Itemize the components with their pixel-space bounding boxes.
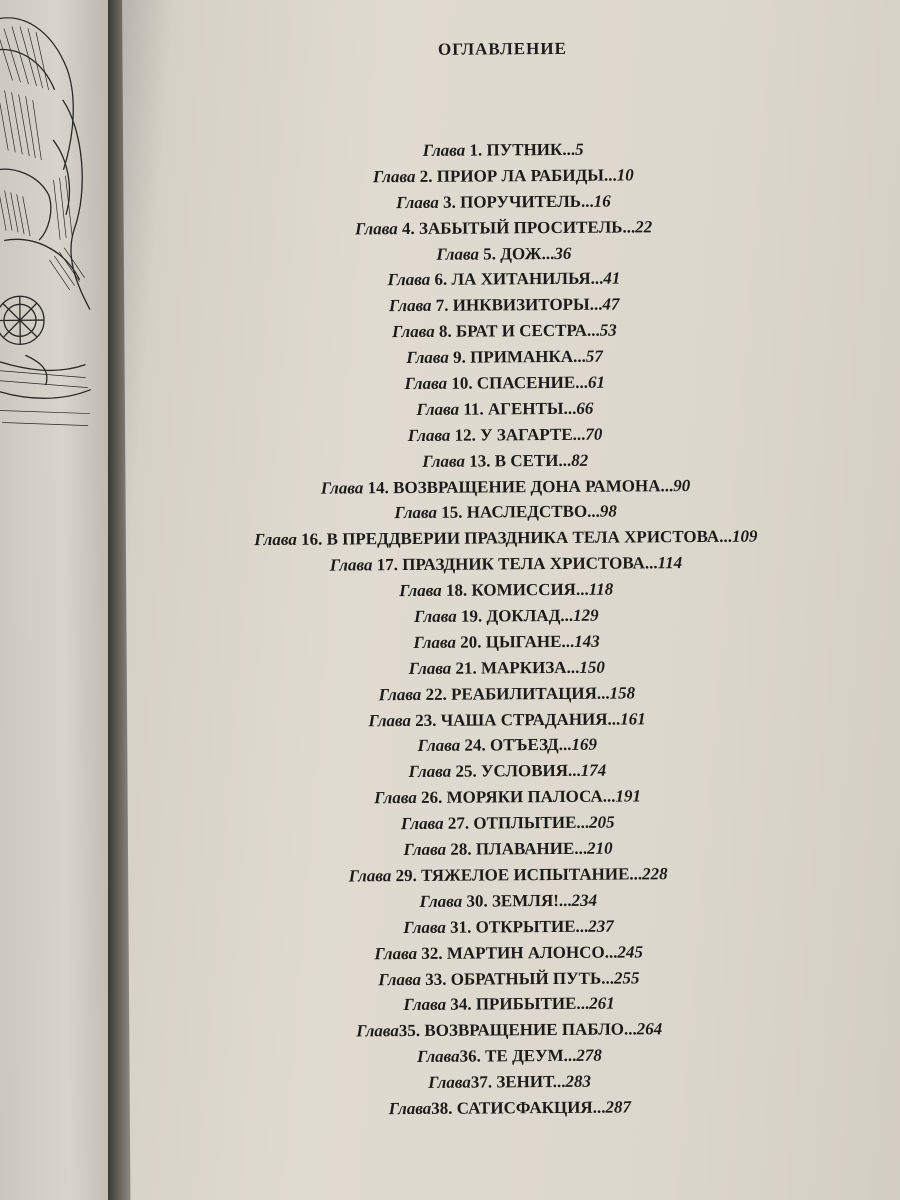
chapter-page-number: 150 [579,657,605,677]
chapter-word: Глава [374,943,418,963]
toc-entry [130,1093,890,1124]
chapter-word: Глава [416,399,460,419]
chapter-number: 27. [443,813,470,833]
chapter-page-number: 10 [616,165,634,185]
chapter-word: Глава [408,762,452,782]
chapter-word: Глава [422,140,466,160]
chapter-title: ОБРАТНЫЙ ПУТЬ... [446,968,614,989]
chapter-page-number: 98 [599,502,617,522]
chapter-page-number: 129 [573,605,599,625]
chapter-page-number: 114 [657,553,683,573]
chapter-word: Глава [406,347,449,368]
chapter-number: 38. [431,1098,453,1118]
chapter-title: ДОЖ... [495,243,555,263]
chapter-title: У ЗАГАРТЕ... [475,424,586,445]
chapter-title: МАРКИЗА... [476,657,580,678]
chapter-page-number: 210 [586,838,613,858]
chapter-title: СПАСЕНИЕ... [472,372,589,393]
chapter-page-number: 90 [673,475,691,495]
chapter-number: 36. [459,1046,481,1066]
chapter-number: 3. [438,192,456,212]
chapter-number: 28. [445,839,472,859]
chapter-number: 20. [455,632,482,652]
chapter-page-number: 70 [585,424,603,444]
chapter-page-number: 234 [571,890,598,910]
chapter-word: Глава [428,1072,471,1092]
chapter-title: В ПРЕДДВЕРИИ ПРАЗДНИКА ТЕЛА ХРИСТОВА... [322,527,732,549]
chapter-number: 10. [447,373,473,393]
chapter-number: 5. [478,243,497,264]
chapter-title: САТИСФАКЦИЯ... [452,1097,606,1118]
chapter-word: Глава [329,555,373,575]
chapter-page-number: 118 [588,579,614,599]
chapter-title: КОМИССИЯ... [467,579,589,600]
chapter-number: 37. [470,1072,493,1092]
chapter-page-number: 228 [642,864,668,884]
chapter-word: Глава [348,866,392,886]
chapter-word: Глава [436,244,480,264]
chapter-page-number: 5 [574,139,584,159]
chapter-title: УСЛОВИЯ... [476,761,581,781]
chapter-word: Глава [388,1098,432,1119]
chapter-page-number: 82 [571,450,589,470]
chapter-page-number: 143 [574,631,600,651]
chapter-number: 6. [430,270,448,290]
chapter-title: ОТЪЕЗД... [485,735,572,755]
chapter-number: 8. [434,321,452,342]
chapter-number: 9. [448,347,466,367]
chapter-title: МАРТИН АЛОНСО... [442,942,618,963]
chapter-page-number: 245 [617,941,643,962]
chapter-page-number: 47 [602,294,620,314]
chapter-page-number: 36 [554,243,572,263]
chapter-title: ЗЕМЛЯ!... [487,890,572,911]
chapter-page-number: 264 [636,1019,663,1039]
chapter-word: Глава [399,580,442,601]
chapter-word: Глава [414,606,457,627]
chapter-page-number: 237 [588,916,614,936]
chapter-title: ВОЗВРАЩЕНИЕ ДОНА РАМОНА... [388,475,674,497]
chapter-title: НАСЛЕДСТВО... [462,502,600,523]
chapter-number: 15. [436,503,463,523]
chapter-title: ТЕ ДЕУМ... [480,1046,577,1066]
chapter-word: Глава [419,891,463,911]
chapter-number: 23. [410,710,437,730]
chapter-title: В СЕТИ... [490,450,572,471]
chapter-number: 33. [420,969,447,989]
chapter-title: РЕАБИЛИТАЦИЯ... [446,683,610,704]
chapter-title: ИНКВИЗИТОРЫ... [448,294,603,316]
chapter-title: ПРАЗДНИК ТЕЛА ХРИСТОВА... [397,553,658,575]
chapter-word: Глава [372,166,416,187]
chapter-title: ПРИБЫТИЕ... [471,994,590,1014]
chapter-title: ВОЗВРАЩЕНИЕ ПАБЛО... [420,1019,637,1041]
chapter-page-number: 191 [615,786,642,806]
chapter-word: Глава [407,425,451,445]
chapter-word: Глава [417,736,461,756]
chapter-title: ПЛАВАНИЕ... [471,838,588,859]
chapter-number: 11. [459,399,484,419]
chapter-title: ЗАБЫТЫЙ ПРОСИТЕЛЬ... [414,217,636,238]
chapter-word: Глава [396,192,439,212]
chapter-number: 21. [451,658,477,678]
chapter-word: Глава [378,684,422,704]
chapter-number: 13. [464,451,491,471]
chapter-page-number: 53 [599,320,617,340]
chapter-page-number: 57 [585,346,603,366]
chapter-title: ПОРУЧИТЕЛЬ... [455,191,594,212]
chapter-word: Глава [356,1021,399,1041]
chapter-title: ДОКЛАД... [482,605,574,626]
page-title: ОГЛАВЛЕНИЕ [437,38,567,59]
engraving-illustration [0,0,96,451]
chapter-word: Глава [320,477,364,498]
chapter-page-number: 255 [613,967,640,988]
chapter-page-number: 287 [605,1097,632,1117]
chapter-title: ПРИМАНКА... [465,346,586,367]
chapter-word: Глава [355,218,398,239]
chapter-number: 12. [450,425,476,445]
chapter-title: ПУТНИК... [482,139,576,160]
chapter-page-number: 16 [593,191,611,211]
chapter-title: БРАТ И СЕСТРА... [451,320,600,341]
chapter-page-number: 109 [731,526,758,547]
chapter-number: 18. [441,580,468,600]
chapter-page-number: 261 [589,993,615,1014]
chapter-page-number: 158 [609,683,636,703]
chapter-title: ЗЕНИТ... [492,1071,566,1092]
chapter-title: ПРИОР ЛА РАБИДЫ... [432,165,617,186]
chapter-word: Глава [408,658,452,678]
chapter-word: Глава [403,995,447,1015]
chapter-word: Глава [403,917,446,937]
chapter-title: МОРЯКИ ПАЛОСА... [442,786,616,808]
chapter-number: 25. [451,761,477,782]
chapter-number: 32. [417,943,443,963]
chapter-number: 29. [391,865,417,886]
chapter-page-number: 278 [576,1045,602,1066]
chapter-word: Глава [394,503,438,523]
chapter-title: ТЯЖЕЛОЕ ИСПЫТАНИЕ... [416,864,643,885]
toc-list [123,135,890,1124]
chapter-page-number: 61 [587,372,606,392]
chapter-number: 7. [431,296,449,316]
chapter-number: 30. [462,891,488,911]
chapter-title: ЧАША СТРАДАНИЯ... [436,709,621,730]
chapter-title: ЦЫГАНЕ... [481,631,575,652]
chapter-number: 26. [416,788,443,808]
chapter-page-number: 161 [620,708,646,729]
chapter-page-number: 174 [580,761,607,781]
chapter-number: 22. [421,684,447,704]
chapter-page-number: 66 [576,398,594,418]
chapter-number: 16. [296,529,323,550]
chapter-page-number: 205 [589,812,615,832]
chapter-number: 4. [397,218,415,238]
chapter-word: Глава [404,373,448,394]
chapter-page-number: 283 [565,1071,592,1091]
chapter-word: Глава [392,322,435,342]
chapter-word: Глава [368,710,412,730]
chapter-title: ЛА ХИТАНИЛЬЯ... [447,269,604,290]
chapter-word: Глава [374,788,417,808]
chapter-title: ОТКРЫТИЕ... [471,916,589,937]
chapter-word: Глава [403,839,447,860]
chapter-title: ОТПЛЫТИЕ... [469,812,590,833]
chapter-number: 35. [398,1021,421,1041]
chapter-word: Глава [416,1046,460,1067]
chapter-word: Глава [400,813,444,834]
chapter-number: 34. [445,994,472,1015]
chapter-word: Глава [388,296,432,316]
chapter-number: 24. [460,735,486,756]
chapter-number: 2. [415,166,433,186]
chapter-number: 19. [456,606,483,626]
chapter-number: 1. [465,140,483,160]
chapter-title: АГЕНТЫ... [483,398,577,419]
chapter-word: Глава [378,969,422,989]
chapter-number: 14. [363,477,389,497]
chapter-word: Глава [387,270,431,290]
chapter-word: Глава [413,632,457,652]
toc-page [122,0,900,1200]
chapter-page-number: 41 [603,268,621,289]
chapter-number: 31. [445,917,472,937]
chapter-word: Глава [254,530,297,550]
chapter-word: Глава [422,451,466,471]
chapter-number: 17. [372,555,399,575]
chapter-page-number: 169 [571,735,598,755]
chapter-page-number: 22 [635,216,653,237]
